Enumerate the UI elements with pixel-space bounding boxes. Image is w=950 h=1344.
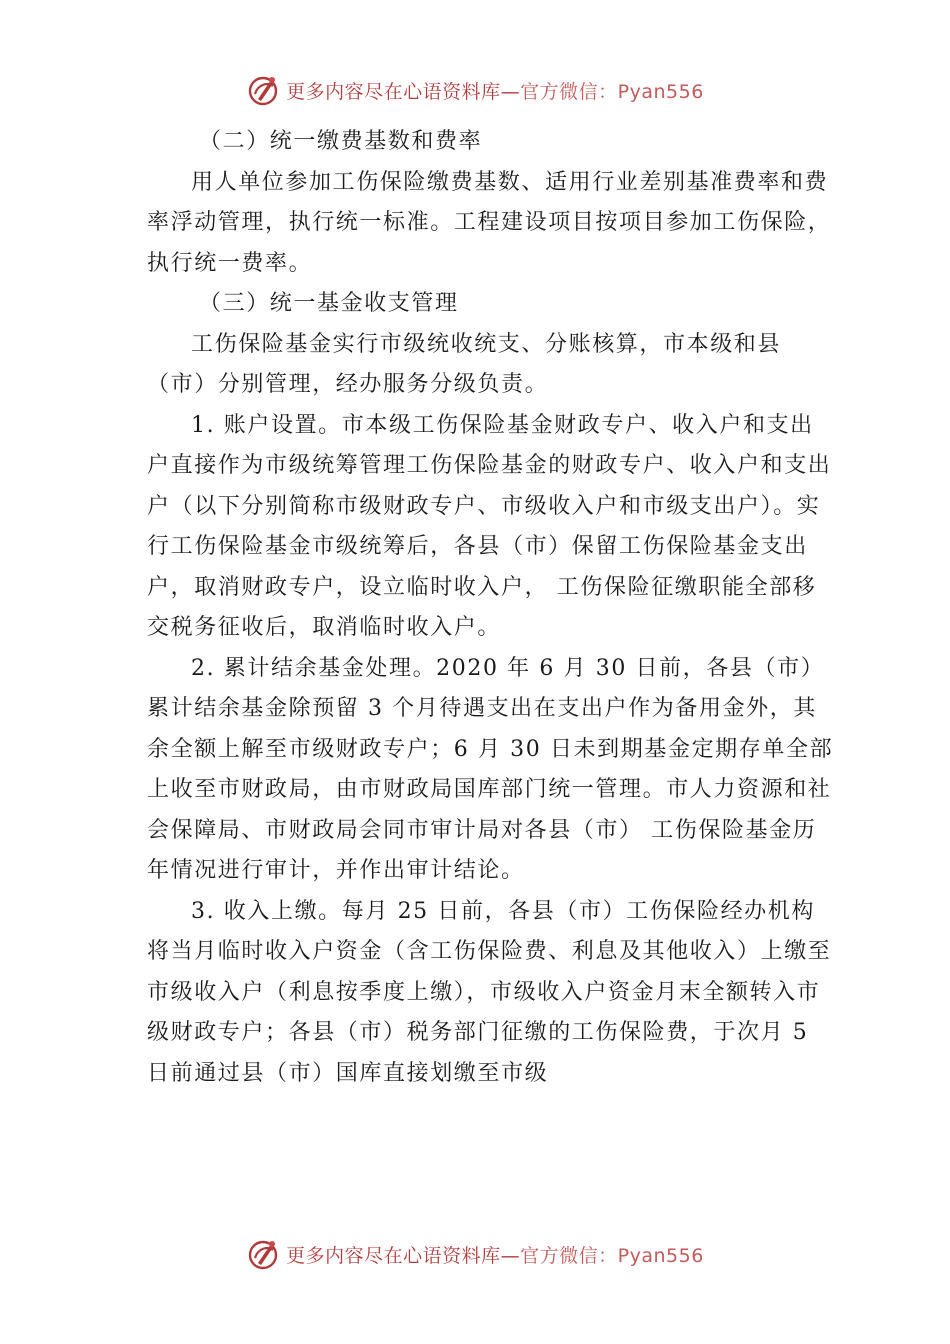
section-heading-3: （三）统一基金收支管理	[199, 291, 459, 316]
wechat-text: 官方微信：Pyan556	[520, 1244, 704, 1267]
section-heading-2: （二）统一缴费基数和费率	[199, 129, 483, 154]
footer-banner	[0, 1232, 950, 1276]
logo-icon	[246, 1236, 282, 1272]
header-banner	[0, 68, 950, 112]
list-item-3: 3. 收入上缴。每月 25 日前，各县（市）工伤保险经办机构将当月临时收入户资金（含工伤保险费、利息及其他收入）上缴至市级收入户（利息按季度上缴），市级收入户资金月末全额转入市级财政专户；各县（市）税务部门征缴的工伤保险费，于次月 5 日前通过县（市）国库直接划缴至市级	[147, 898, 832, 1086]
banner-text: 更多内容尽在心语资料库—官方微信：Pyan556	[286, 1244, 704, 1267]
list-item-1: 1. 账户设置。市本级工伤保险基金财政专户、收入户和支出户直接作为市级统筹管理工伤保险基金的财政专户、收入户和支出户（以下分别简称市级财政专户、市级收入户和市级支出户）。实行工伤保险基金市级统筹后，各县（市）保留工伤保险基金支出户，取消财政专户，设立临时收入户， 工伤保险征缴职能全部移交税务征收后，取消临时收入户。	[147, 412, 832, 640]
banner-text: 更多内容尽在心语资料库—官方微信：Pyan556	[286, 80, 704, 103]
logo-icon	[246, 72, 282, 108]
paragraph-3: 工伤保险基金实行市级统收统支、分账核算，市本级和县（市）分别管理，经办服务分级负责。	[147, 331, 782, 397]
list-item-2: 2. 累计结余基金处理。2020 年 6 月 30 日前，各县（市）累计结余基金除预留 3 个月待遇支出在支出户作为备用金外，其余全额上解至市级财政专户；6 月 30 日未到期基金定期存单全部上收至市财政局，由市财政局国库部门统一管理。市人力资源和社会保障局、市财政局会同市审计局对各县（市） 工伤保险基金历年情况进行审计，并作出审计结论。	[147, 655, 834, 883]
document-body	[147, 122, 835, 1094]
paragraph-2: 用人单位参加工伤保险缴费基数、适用行业差别基准费率和费率浮动管理，执行统一标准。工程建设项目按项目参加工伤保险，执行统一费率。	[147, 169, 832, 276]
wechat-text: 官方微信：Pyan556	[520, 80, 704, 103]
